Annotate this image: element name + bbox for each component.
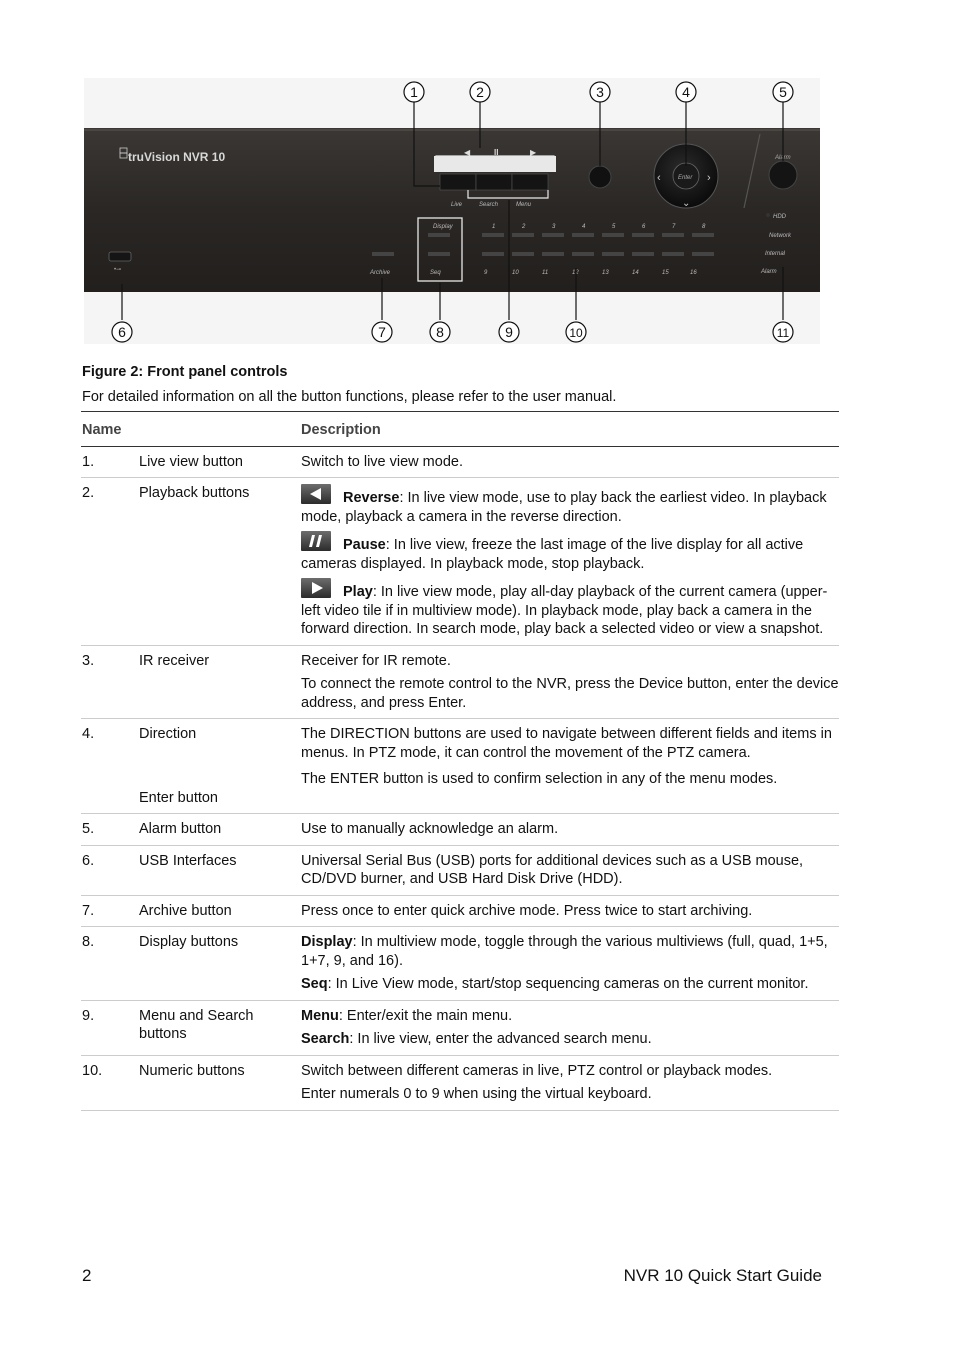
menu-button: [512, 174, 548, 190]
svg-text:13: 13: [602, 270, 609, 276]
svg-text:Alarm: Alarm: [775, 155, 791, 161]
svg-text:Search: Search: [479, 202, 499, 208]
svg-text:Network: Network: [769, 233, 792, 239]
reverse-icon: [301, 484, 331, 504]
intro-text: For detailed information on all the button functions, please refer to the user manual.: [82, 389, 617, 405]
play-icon: [301, 578, 331, 598]
svg-text:8: 8: [702, 224, 706, 230]
table-row: 9. Menu and Search buttons Menu: Enter/exit the main menu. Search: In live view, enter the advanced search menu.: [81, 1000, 839, 1055]
svg-text:⌄: ⌄: [682, 198, 691, 209]
svg-text:16: 16: [690, 270, 697, 276]
archive-button: [372, 252, 394, 256]
display-button: [428, 233, 450, 237]
table-row: 7. Archive button Press once to enter quick archive mode. Press twice to start archiving.: [81, 895, 839, 927]
table-row: 8. Display buttons Display: In multiview mode, toggle through the various multiviews (full, quad, 1+5, 1+7, 9, and 16). Seq: In Live View mode, start/stop sequencing cameras on the current monitor.: [81, 927, 839, 1001]
svg-text:9: 9: [484, 270, 488, 276]
table-row: 10. Numeric buttons Switch between different cameras in live, PTZ control or playback modes. Enter numerals 0 to 9 when using the virtual keyboard.: [81, 1055, 839, 1110]
svg-text:6: 6: [642, 224, 646, 230]
svg-text:Enter: Enter: [678, 175, 693, 181]
svg-text:10: 10: [569, 326, 583, 340]
svg-text:3: 3: [596, 84, 604, 100]
svg-text:2: 2: [476, 84, 484, 100]
svg-text:3: 3: [552, 224, 556, 230]
svg-text:7: 7: [378, 324, 386, 340]
svg-text:Menu: Menu: [516, 202, 532, 208]
search-button: [476, 174, 512, 190]
live-button: [440, 174, 476, 190]
table-row: 4. Direction Enter button The DIRECTION buttons are used to navigate between different fields and items in menus. In PTZ mode, it can control the movement of the PTZ camera. The ENTER button is used to confirm selection in any of the menu modes.: [81, 719, 839, 814]
table-row: 3. IR receiver Receiver for IR remote. To connect the remote control to the NVR, press the Device button, enter the device address, and press Enter.: [81, 645, 839, 719]
table-row: 2. Playback buttons Reverse: In live view mode, use to play back the earliest video. In playback mode, playback a camera in the reverse direction. Pause: In live view, freeze the last image of the live display for all active cameras displayed. In playback mode, stop playback. Play: In live view mode, play all-day playback of the current camera (upper-left video tile if in multiview mode). In playback mode, play back a camera in the forward direction. In search mode, play back a selected video or view a snapshot.: [81, 478, 839, 646]
svg-text:Live: Live: [451, 202, 463, 208]
pause-icon: [301, 531, 331, 551]
svg-text:5: 5: [779, 84, 787, 100]
brand-logo: [120, 148, 225, 164]
svg-text:4: 4: [682, 84, 690, 100]
svg-text:Internal: Internal: [765, 251, 786, 257]
svg-text:‹: ‹: [657, 172, 661, 184]
svg-text:›: ›: [707, 172, 711, 184]
svg-text:11: 11: [542, 270, 549, 276]
play-icon: ▶: [530, 148, 537, 157]
svg-text:HDD: HDD: [773, 214, 786, 220]
alarm-button: [769, 161, 797, 189]
svg-text:1: 1: [492, 224, 496, 230]
svg-text:10: 10: [512, 270, 519, 276]
svg-text:4: 4: [582, 224, 586, 230]
svg-text:8: 8: [436, 324, 444, 340]
svg-text:Display: Display: [433, 224, 453, 230]
table-row: 5. Alarm button Use to manually acknowledge an alarm.: [81, 814, 839, 846]
svg-text:1: 1: [410, 84, 418, 100]
header-name: Name: [81, 412, 300, 447]
page-number: 2: [82, 1266, 92, 1285]
ir-receiver: [589, 166, 611, 188]
front-panel-figure: [84, 78, 820, 344]
svg-text:15: 15: [662, 270, 669, 276]
figure-caption: Figure 2: Front panel controls: [82, 364, 288, 380]
header-description: Description: [300, 412, 839, 447]
table-row: 6. USB Interfaces Universal Serial Bus (USB) ports for additional devices such as a USB mouse, CD/DVD burner, and USB Hard Disk Drive (HDD).: [81, 845, 839, 895]
brand-text: truVision NVR 10: [128, 150, 226, 164]
usb-port: [109, 252, 131, 261]
usb-icon: •⊸: [114, 267, 122, 273]
svg-text:14: 14: [632, 270, 639, 276]
reverse-icon: ◀: [464, 148, 471, 157]
svg-text:5: 5: [612, 224, 616, 230]
svg-text:6: 6: [118, 324, 126, 340]
svg-text:Seq: Seq: [430, 270, 441, 276]
svg-text:11: 11: [776, 326, 790, 340]
table-header-row: [81, 412, 839, 447]
svg-text:Archive: Archive: [370, 270, 391, 276]
svg-text:Alarm: Alarm: [761, 269, 777, 275]
svg-text:9: 9: [505, 324, 513, 340]
pause-icon: II: [494, 148, 499, 157]
svg-text:12: 12: [572, 270, 579, 276]
svg-text:7: 7: [672, 224, 676, 230]
seq-button: [428, 252, 450, 256]
table-row: 1. Live view button Switch to live view mode.: [81, 446, 839, 478]
document-title: NVR 10 Quick Start Guide: [623, 1266, 822, 1285]
controls-table: [81, 411, 839, 1111]
svg-text:2: 2: [522, 224, 526, 230]
